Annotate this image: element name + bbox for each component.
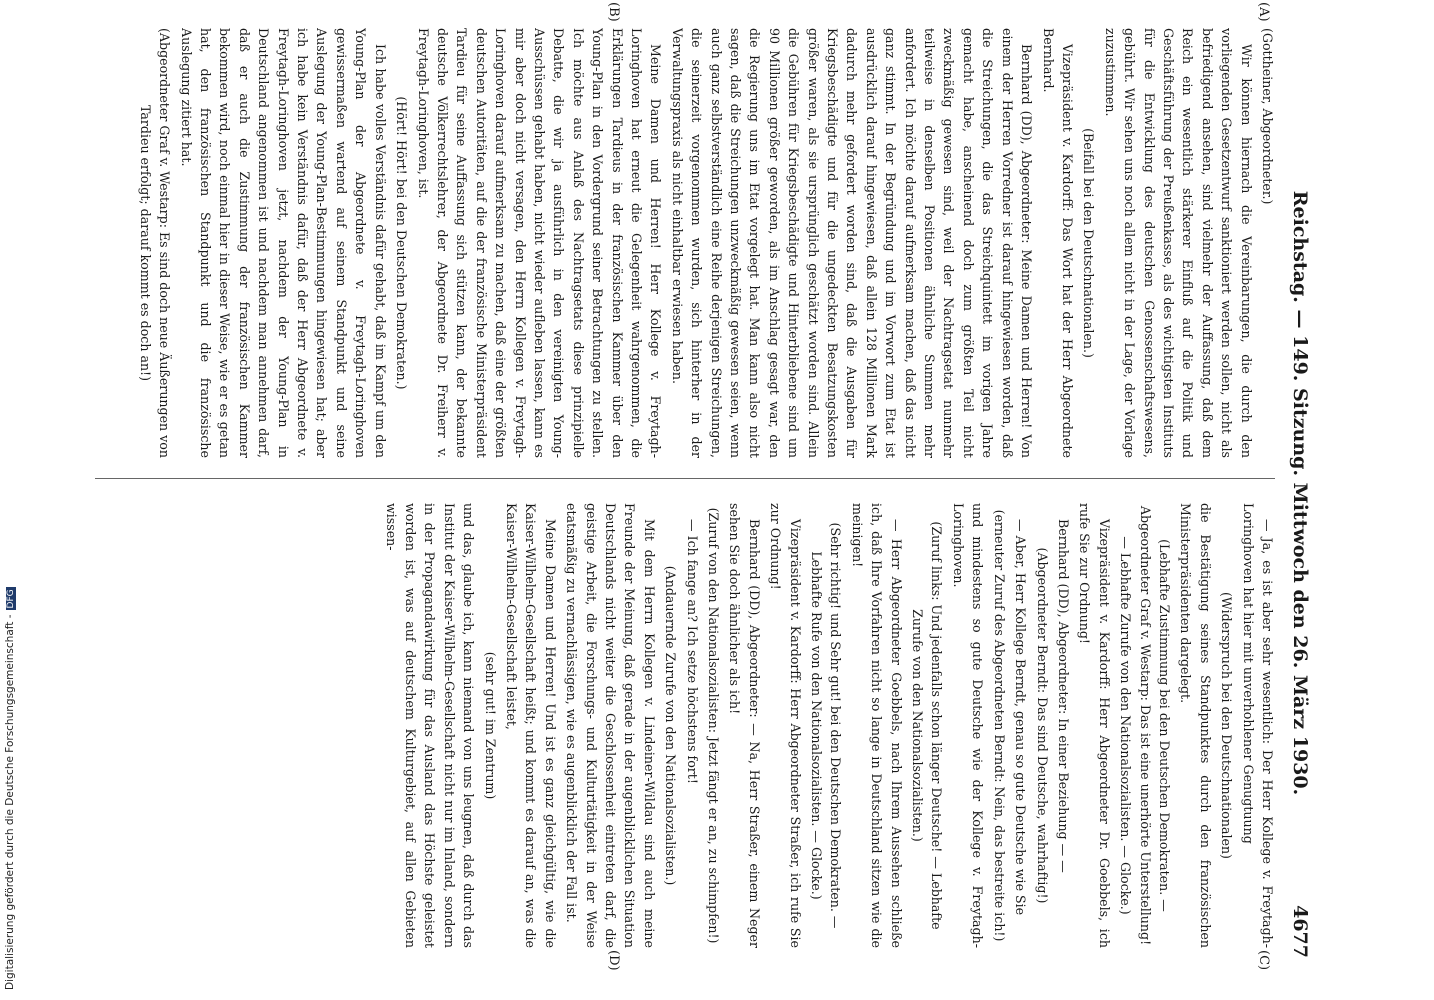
paragraph: Bernhard (DD), Abgeordneter: In einer Beziehung — — [1055,519,1071,873]
paragraph: — Ja, es ist aber sehr wesentlich: Der Herr Kollege v. Freytagh-Loringhoven hat hier mit unverhohlener Genugtuung [1240,503,1275,948]
interjection: (Widerspruch bei den Deutschnationalen) [1219,592,1235,859]
paragraph: und mindestens so gute Deutsche wie der Kollege v. Freytagh-Loringhoven. [950,503,986,948]
interjection: (Lebhafte Zustimmung bei den Deutschen Demokraten. — Abgeordneter Graf v. Westarp: Das ist eine unerhörte Unterstellung! — Lebhafte Zurufe von den Nationalsozialisten. — Glocke.) [1118,505,1172,946]
margin-letter-b: (B) [606,2,621,22]
margin-letter-d: (D) [606,950,621,971]
paragraph: Wir können hiernach die Vereinbarungen, die durch den vorliegenden Gesetzentwurf sanktioniert werden sollen, nicht als befriedigend ansehen, sind vielmehr der Auffassung, daß dem Reich ein wesentlich stärkerer Einfluß auf die Politik und Geschäftsführung der Preußenkasse, als des wichtigsten Instituts für die Entwicklung des deutschen Genossenschaftswesens, gebührt. Wir sehen uns noch allem nicht in der Lage, der Vorlage zuzustimmen. [1102,28,1254,458]
paragraph: Meine Damen und Herren! Herr Kollege v. Freytagh-Loringhoven hat erneut die Gelegenheit wahrgenommen, die Erklärungen Tardieus in der französischen Kammer über den Young-Plan in den Vordergrund seiner Betrachtungen zu stellen. Ich möchte aus Anlaß des Nachtragsetats diese prinzipielle Debatte, die wir ja ausführlich in den vereinigten Young-Ausschüssen gehabt haben, nicht wieder aufleben lassen, kann es mir aber doch nicht versagen, den Herrn Kollegen v. Freytagh-Loringhoven darauf aufmerksam zu machen, daß eine der größten deutschen Autoritäten, auf die der französische Ministerpräsident Tardieu für seine Auffassung sich stützen kann, der bekannte deutsche Völkerrechtslehrer, der Abgeordnete Dr. Freiherr v. Freytagh-Loringhoven, ist. [415,28,664,458]
interjection: (Beifall bei den Deutschnationalen.) [1081,128,1097,358]
paragraph: und das, glaube ich, kann niemand von uns leugnen, daß durch das Institut der Kaiser-Wilhelm-Gesellschaft nicht nur im Inland, sondern in der Propagandawirkung für das Ausland das Höchste geleistet worden ist, was auf deutschem Kulturgebiet, auf allen Gebieten wissen- [383,503,477,948]
interjection: (erneuter Zuruf des Abgeordneten Berndt: Nein, das bestreite ich!) [991,509,1007,942]
margin-letter-a: (A) [1256,2,1271,22]
interjection: (Zuruf links: Und jedenfalls schon länger Deutsche! — Lebhafte Zurufe von den Nationalsozialisten.) [910,521,945,930]
interjection: (Andauernde Zurufe von den Nationalsozialisten.) [663,565,679,886]
paragraph: — Aber, Herr Kollege Berndt, genau so gute Deutsche wie Sie [1013,519,1029,916]
interjection: (Hört! Hört! bei den Deutschen Demokraten.) [394,96,410,390]
paragraph: Meine Damen und Herren! Und ist es ganz gleichgültig, wie die Kaiser-Wilhelm-Gesellschaft heißt; und kommt es darauf an, was die Kaiser-Wilhelm-Gesellschaft leistet, [503,503,558,948]
interjection: (sehr gut! im Zentrum) [482,651,498,800]
credit-text: Digitalisierung gefördert durch die Deutsche Forschungsgemeinschaft - [4,614,16,990]
margin-letter-c: (C) [1256,950,1271,971]
paragraph: die Bestätigung seines Standpunktes durch den französischen Ministerpräsidenten dargelegt. [1178,503,1213,948]
paragraph: Vizepräsident v. Kardorff: Herr Abgeordneter Dr. Goebbels, ich rufe Sie zur Ordnung! [1077,503,1112,948]
dfg-logo: DFG [6,589,16,609]
paragraph: Vizepräsident v. Kardorff: Herr Abgeordneter Straßer, ich rufe Sie zur Ordnung! [768,503,803,948]
paragraph: — Herr Abgeordneter Goebbels, nach Ihrem Aussehen schließe ich, daß Ihre Vorfahren nicht so lange in Deutschland sitzen wie die meinigen! [849,503,904,948]
paragraph: Bernhard (DD), Abgeordneter: — Na, Herr Straßer, einem Neger sehen Sie doch ähnlicher als ich! [727,503,762,948]
page-number: 4677 [1289,905,1311,958]
interjection: (Zuruf von den Nationalsozialisten: Jetzt fängt er an, zu schimpfen!) [706,507,722,944]
speaker-continuation: (Gottheiner, Abgeordneter.) [1260,28,1275,205]
paragraph: Vizepräsident v. Kardorff: Das Wort hat der Herr Abgeordnete Bernhard. [1040,28,1075,458]
interjection: (Abgeordneter Graf v. Westarp: Es sind doch neue Äußerungen von Tardieu erfolgt; darauf kommt es doch an!) [137,28,173,458]
page-header [1285,28,1311,958]
right-column [92,503,1277,948]
document-page [81,2,1311,971]
column-divider [95,478,1275,479]
digitization-credit [4,587,16,990]
paragraph: Bernhard (DD), Abgeordneter: Meine Damen und Herren! Von einem der Herren Vorredner ist darauf hingewiesen worden, daß die Streichungen, die das Streichquintett im vorigen Jahre gemacht habe, anscheinend doch zum größten Teil nicht zweckmäßig gewesen sind, weil der Nachtragsetat nunmehr teilweise in denselben Positionen ähnliche Summen mehr anfordert. Ich möchte darauf aufmerksam machen, daß das nicht ganz stimmt. In der Begründung und im Vorwort zum Etat ist ausdrücklich darauf hingewiesen, daß allein 128 Millionen Mark dadurch mehr gefordert worden sind, daß die Ausgaben für Kriegsbeschädigte und für die ungedeckten Besatzungskosten größer waren, als sie ursprünglich geschätzt worden sind. Allein die Gebühren für Kriegsbeschädigte und Hinterbliebene sind um 90 Millionen größer geworden, als im Anschlag gesagt war, den die Regierung uns im Etat vorgelegt hat. Man kann also nicht sagen, daß die Streichungen unzweckmäßig gewesen seien, wenn auch ganz selbstverständlich eine Reihe derjenigen Streichungen, die seinerzeit vorgenommen wurden, sich hinterher in der Verwaltungspraxis als nicht einhaltbar erwiesen haben. [669,28,1035,458]
paragraph: — Ich fange an? Ich setze höchstens fort! [684,519,700,784]
interjection: (Abgeordneter Berndt: Das sind Deutsche, wahrhaftig!) [1034,547,1050,904]
paragraph: Ich habe volles Verständnis dafür gehabt, daß im Kampf um den Young-Plan der Abgeordnete v. Freytagh-Loringhoven gewissermaßen wartend auf seinem Standpunkt und seine Auslegung der Young-Plan-Bestimmungen hingewiesen hat; aber ich habe kein Verständnis dafür, daß der Herr Abgeordnete v. Freytagh-Loringhoven jetzt, nachdem der Young-Plan in Deutschland angenommen ist und nachdem man annehmen darf, daß er auch die Zustimmung der französischen Kammer bekommen wird, noch einmal hier in dieser Weise, wie er es getan hat, den französischen Standpunkt und die französische Auslegung zitiert hat. [178,28,388,458]
left-column [92,28,1277,458]
paragraph: Mit dem Herrn Kollegen v. Lindeiner-Wildau sind auch meine Freunde der Meinung, daß gerade in der augenblicklichen Situation Deutschlands nicht weiter die Geschlossenheit eintreten darf, die geistige Arbeit, die Forschungs- und Kulturtätigkeit in der Weise etatsmäßig zu vernachlässigen, wie es augenblicklich der Fall ist. [564,503,657,948]
header-title: Reichstag. — 149. Sitzung. Mittwoch den 26. März 1930. [1289,190,1311,796]
interjection: (Sehr richtig! und Sehr gut! bei den Deutschen Demokraten. — Lebhafte Rufe von den Nationalsozialisten. — Glocke.) [809,522,844,929]
